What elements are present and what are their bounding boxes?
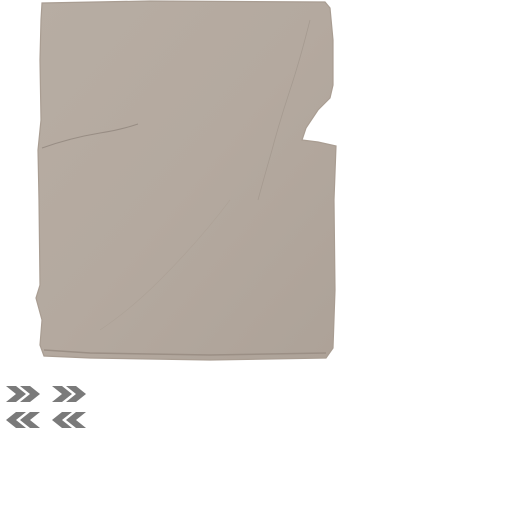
double-chevron-right-icon: [4, 383, 46, 405]
paper-sheet: [36, 1, 336, 360]
previous-page-button[interactable]: [4, 409, 46, 431]
double-chevron-right-icon: [50, 383, 92, 405]
page-navigation: [4, 383, 94, 433]
first-page-button[interactable]: [50, 409, 92, 431]
next-page-button[interactable]: [4, 383, 46, 405]
double-chevron-left-icon: [4, 409, 46, 431]
double-chevron-left-icon: [50, 409, 92, 431]
last-page-button[interactable]: [50, 383, 92, 405]
